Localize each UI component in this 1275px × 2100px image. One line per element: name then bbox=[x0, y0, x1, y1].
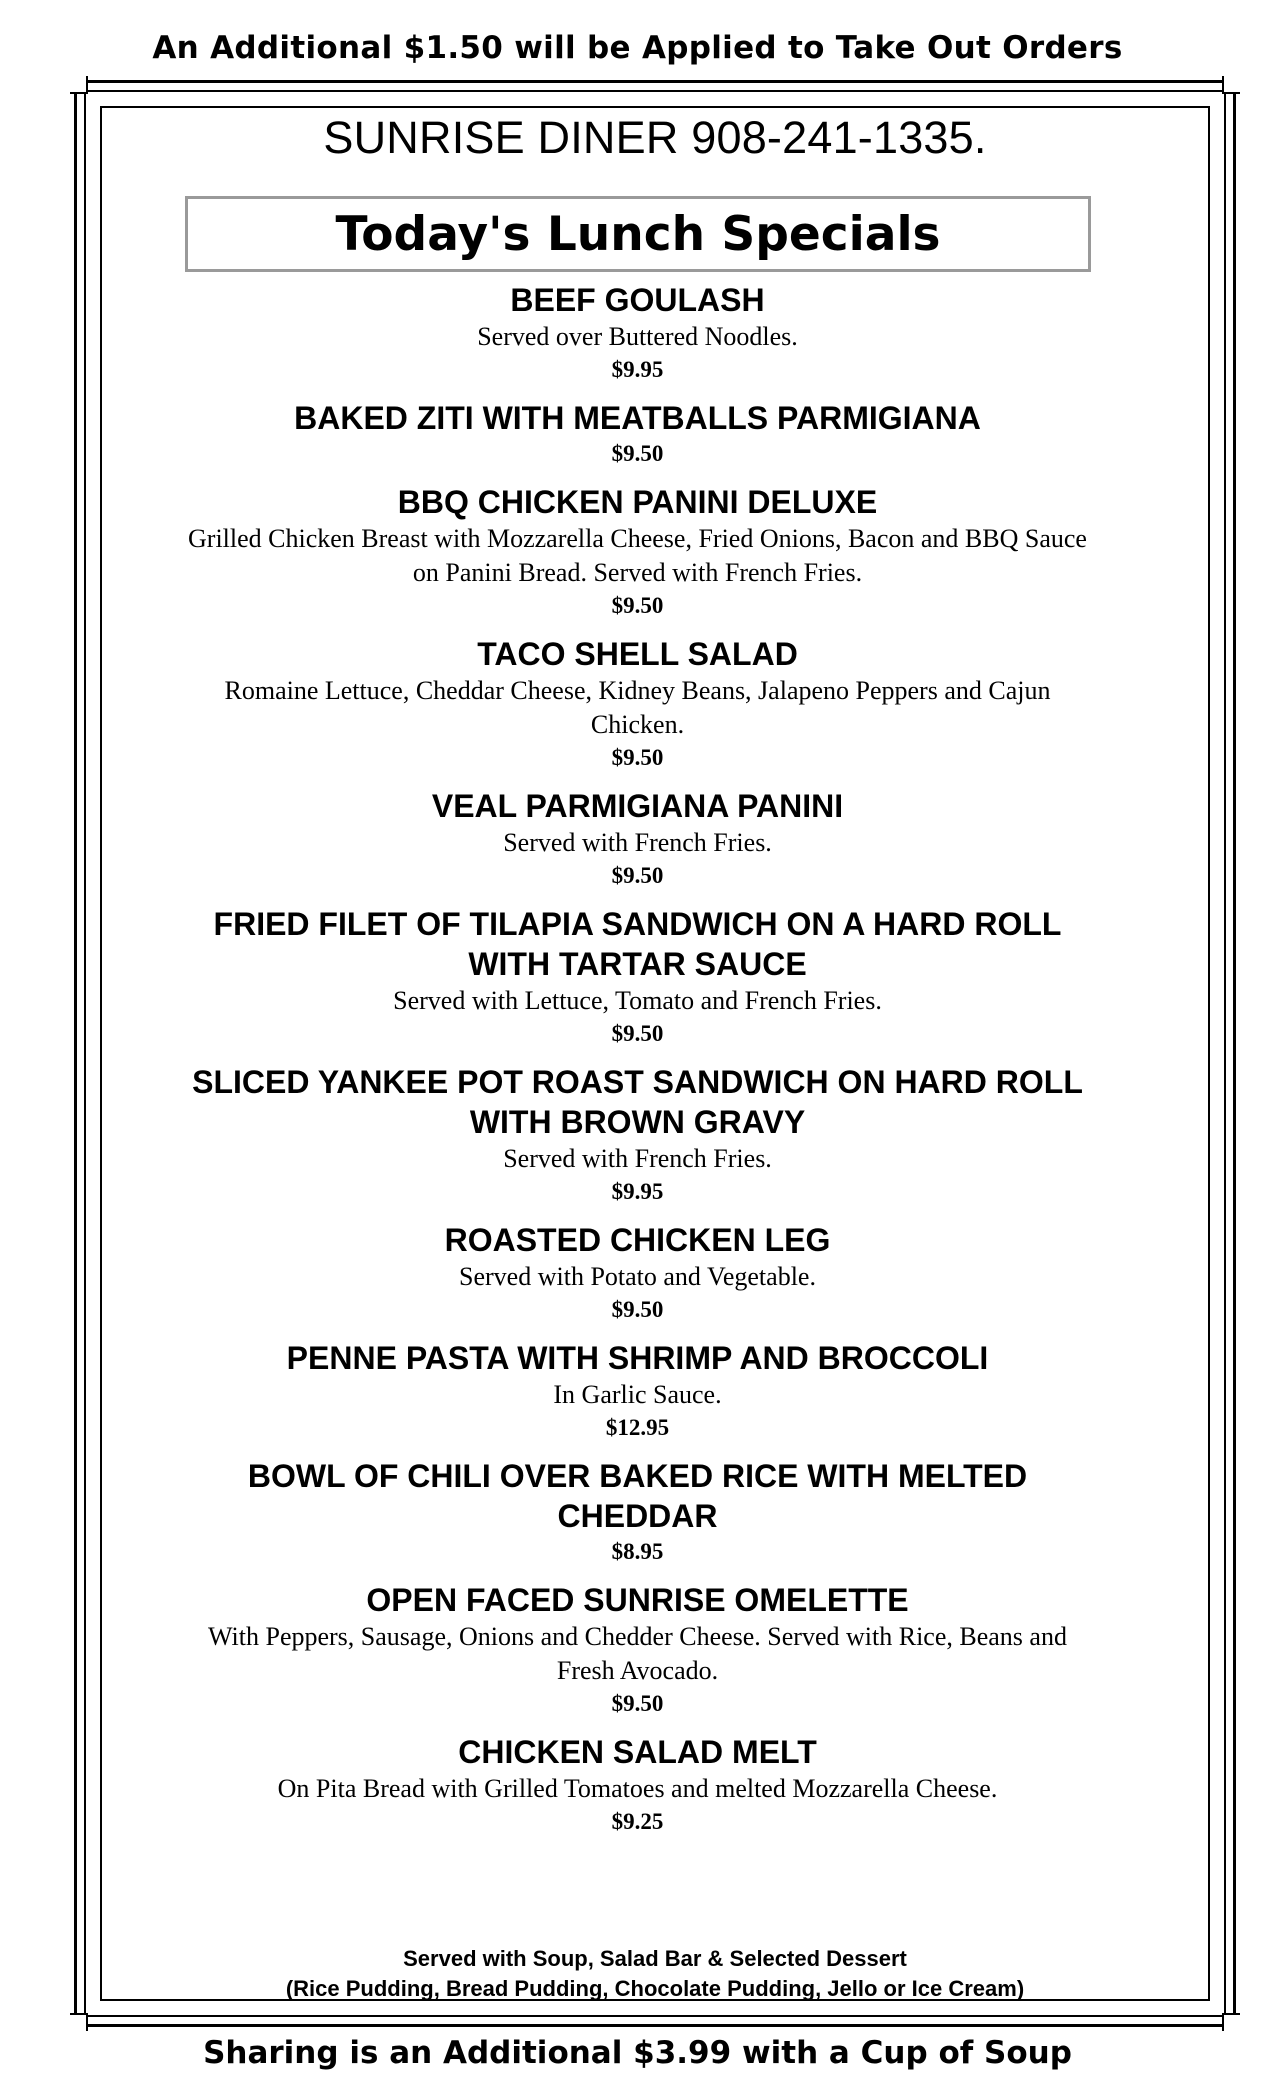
item-description: In Garlic Sauce. bbox=[553, 1380, 722, 1409]
menu-item bbox=[180, 280, 1095, 386]
item-description: Served with French Fries. bbox=[503, 1144, 772, 1173]
item-price: $8.95 bbox=[611, 1539, 664, 1564]
item-price: $9.25 bbox=[611, 1809, 664, 1834]
menu-item bbox=[180, 786, 1095, 892]
specials-title-box bbox=[185, 196, 1091, 272]
item-name: PENNE PASTA WITH SHRIMP AND BROCCOLI bbox=[286, 1340, 989, 1376]
frame-corner-bottom-left bbox=[70, 2013, 88, 2031]
item-name: BOWL OF CHILI OVER BAKED RICE WITH MELTED CHEDDAR bbox=[247, 1458, 1028, 1534]
item-name: FRIED FILET OF TILAPIA SANDWICH ON A HARD ROLL WITH TARTAR SAUCE bbox=[213, 906, 1062, 982]
item-description: On Pita Bread with Grilled Tomatoes and melted Mozzarella Cheese. bbox=[277, 1774, 998, 1803]
specials-title: Today's Lunch Specials bbox=[335, 206, 941, 262]
menu-item bbox=[180, 1062, 1095, 1208]
item-price: $12.95 bbox=[605, 1415, 670, 1440]
item-name: VEAL PARMIGIANA PANINI bbox=[431, 788, 844, 824]
item-price: $9.50 bbox=[611, 441, 664, 466]
item-price: $9.50 bbox=[611, 593, 664, 618]
item-name: ROASTED CHICKEN LEG bbox=[444, 1222, 831, 1258]
item-description: Romaine Lettuce, Cheddar Cheese, Kidney Beans, Jalapeno Peppers and Cajun Chicken. bbox=[224, 676, 1051, 739]
item-description: Served with Potato and Vegetable. bbox=[459, 1262, 816, 1291]
item-description: With Peppers, Sausage, Onions and Chedder Cheese. Served with Rice, Beans and Fresh Avocado. bbox=[208, 1622, 1067, 1685]
item-description: Served with Lettuce, Tomato and French Fries. bbox=[393, 986, 882, 1015]
menu-item bbox=[180, 1338, 1095, 1444]
item-price: $9.50 bbox=[611, 1297, 664, 1322]
menu-item bbox=[180, 482, 1095, 622]
menu-item bbox=[180, 398, 1095, 470]
item-name: BAKED ZITI WITH MEATBALLS PARMIGIANA bbox=[294, 400, 981, 436]
item-price: $9.50 bbox=[611, 1021, 664, 1046]
frame-corner-top-right bbox=[1222, 76, 1240, 94]
frame-corner-top-left bbox=[70, 76, 88, 94]
item-name: CHICKEN SALAD MELT bbox=[458, 1734, 817, 1770]
item-description: Served with French Fries. bbox=[503, 828, 772, 857]
menu-item bbox=[180, 1456, 1095, 1568]
item-price: $9.95 bbox=[611, 1179, 664, 1204]
included-sides-note bbox=[100, 1944, 1210, 2004]
menu-item bbox=[180, 634, 1095, 774]
item-price: $9.95 bbox=[611, 357, 664, 382]
frame-corner-bottom-right bbox=[1222, 2013, 1240, 2031]
specials-list bbox=[180, 280, 1095, 1850]
menu-item bbox=[180, 1220, 1095, 1326]
menu-item bbox=[180, 904, 1095, 1050]
item-price: $9.50 bbox=[611, 863, 664, 888]
takeout-notice: An Additional $1.50 will be Applied to Take Out Orders bbox=[152, 30, 1123, 66]
item-name: BEEF GOULASH bbox=[510, 282, 765, 318]
item-name: OPEN FACED SUNRISE OMELETTE bbox=[366, 1582, 909, 1618]
item-description: Grilled Chicken Breast with Mozzarella Cheese, Fried Onions, Bacon and BBQ Sauce on Panini Bread. Served with French Fries. bbox=[188, 524, 1087, 587]
sharing-notice: Sharing is an Additional $3.99 with a Cup of Soup bbox=[203, 2035, 1072, 2071]
included-sides-line: Served with Soup, Salad Bar & Selected Dessert bbox=[403, 1946, 907, 1971]
dessert-options-line: (Rice Pudding, Bread Pudding, Chocolate Pudding, Jello or Ice Cream) bbox=[285, 1976, 1025, 2001]
item-name: SLICED YANKEE POT ROAST SANDWICH ON HARD ROLL WITH BROWN GRAVY bbox=[192, 1064, 1083, 1140]
menu-item bbox=[180, 1580, 1095, 1720]
item-price: $9.50 bbox=[611, 1691, 664, 1716]
item-name: BBQ CHICKEN PANINI DELUXE bbox=[397, 484, 878, 520]
item-name: TACO SHELL SALAD bbox=[477, 636, 798, 672]
item-description: Served over Buttered Noodles. bbox=[477, 322, 798, 351]
menu-item bbox=[180, 1732, 1095, 1838]
diner-name-phone: SUNRISE DINER 908-241-1335. bbox=[323, 112, 987, 163]
item-price: $9.50 bbox=[611, 745, 664, 770]
